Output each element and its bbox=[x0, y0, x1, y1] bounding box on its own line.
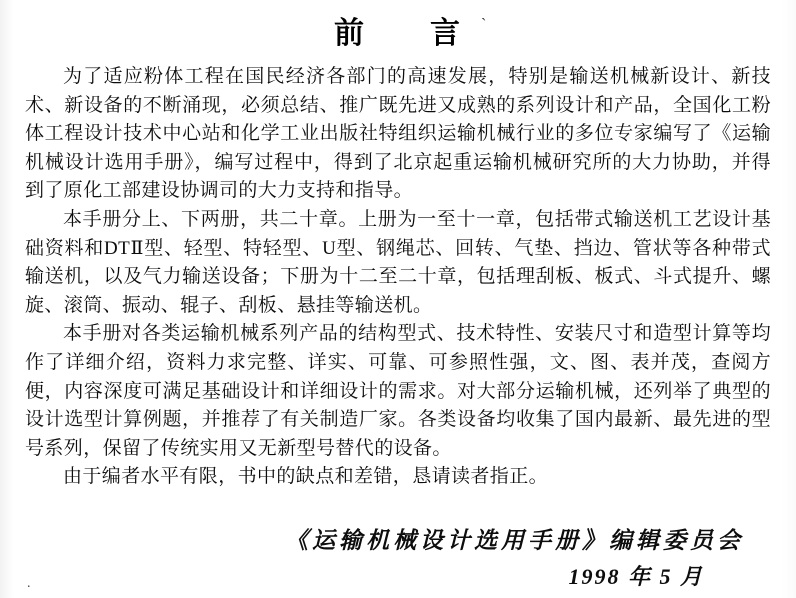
page-title: 前 言 bbox=[334, 17, 462, 50]
paragraph-4: 由于编者水平有限，书中的缺点和差错，恳请读者指正。 bbox=[63, 466, 549, 488]
scan-artifact-title-tick: ` bbox=[481, 16, 487, 33]
scan-artifact-bottom-dot: . bbox=[27, 576, 31, 591]
paragraph-1: 为了适应粉体工程在国民经济各部门的高速发展，特别是输送机械新设计、新技术、新设备的不断涌现，必须总结、推广既先进又成熟的系列设计和产品，全国化工粉体工程设计技术中心站和化学工业出版社特组织运输机械行业的多位专家编写了《运输机械设计选用手册》，编写过程中，得到了北京起重运输机械研究所的大力协助，并得到了原化工部建设协调司的大力支持和指导。 bbox=[25, 66, 771, 202]
paragraph-2: 本手册分上、下两册，共二十章。上册为一至十一章，包括带式输送机工艺设计基础资料和DTⅡ型、轻型、特轻型、U型、钢绳芯、回转、气垫、挡边、管状等各种带式输送机，以及气力输送设备；下册为十二至二十章，包括理刮板、板式、斗式提升、螺旋、滚筒、振动、辊子、刮板、悬挂等输送机。 bbox=[25, 208, 771, 316]
paragraph-3: 本手册对各类运输机械系列产品的结构型式、技术特性、安装尺寸和造型计算等均作了详细介绍，资料力求完整、详实、可靠、可参照性强，文、图、表并茂，查阅方便，内容深度可满足基础设计和详细设计的需求。对大部分运输机械，还列举了典型的设计选型计算例题，并推荐了有关制造厂家。各类设备均收集了国内最新、最先进的型号系列，保留了传统实用又无新型号替代的设备。 bbox=[25, 323, 771, 459]
publication-date: 1998 年 5 月 bbox=[568, 564, 704, 589]
editorial-committee-signature: 《运输机械设计选用手册》编辑委员会 bbox=[285, 528, 744, 553]
preface-body bbox=[25, 63, 771, 492]
